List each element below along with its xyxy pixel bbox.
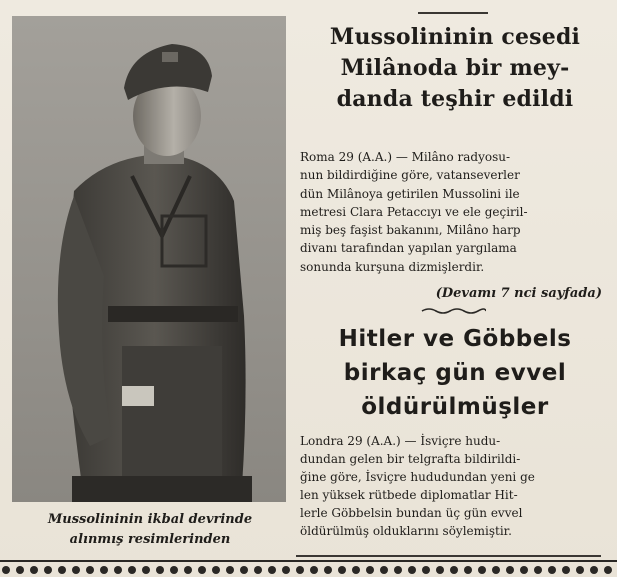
headline-1-line-3: danda teşhir edildi xyxy=(336,86,574,112)
article-2-headline xyxy=(305,322,605,424)
caption-line-2: alınmış resimlerinden xyxy=(69,532,231,547)
body-line: nun bildirdiğine göre, vatanseverler xyxy=(300,168,520,183)
body-line: dundan gelen bir telgrafta bildirildi- xyxy=(300,452,521,466)
top-rule xyxy=(418,12,488,14)
body-line: Londra 29 (A.A.) — İsviçre hudu- xyxy=(300,434,501,448)
body-line: divanı tarafından yapılan yargılama xyxy=(300,241,517,256)
body-line: metresi Clara Petaccıyı ve ele geçiril- xyxy=(300,204,528,219)
body-line: lerle Göbbelsin bundan üç gün evvel xyxy=(300,506,523,520)
headline-2-line-3: öldürülmüşler xyxy=(361,394,549,420)
body-line: Roma 29 (A.A.) — Milâno radyosu- xyxy=(300,150,511,164)
article-1-body xyxy=(300,148,600,276)
photo-caption xyxy=(10,510,290,550)
headline-1-line-1: Mussolininin cesedi xyxy=(329,24,581,50)
article-2-body xyxy=(300,432,600,540)
continuation-note: (Devamı 7 nci sayfada) xyxy=(435,286,602,301)
article-1-headline xyxy=(305,22,605,115)
body-line: ğine göre, İsviçre hududundan yeni ge xyxy=(300,470,535,484)
body-line: öldürülmüş olduklarını söylemiştir. xyxy=(300,524,512,538)
body-line: miş beş faşist bakanını, Milâno harp xyxy=(300,223,521,238)
portrait-photo xyxy=(12,16,286,502)
headline-2-line-1: Hitler ve Göbbels xyxy=(338,326,572,352)
portrait-illustration xyxy=(12,16,286,502)
body-line: len yüksek rütbede diplomatlar Hit- xyxy=(300,488,518,502)
caption-line-1: Mussolininin ikbal devrinde xyxy=(47,512,253,527)
ornamental-bottom-border xyxy=(0,560,617,577)
wave-divider xyxy=(420,307,486,315)
headline-2-line-2: birkaç gün evvel xyxy=(343,360,567,386)
column-rule xyxy=(296,555,601,557)
body-line: dün Milânoya getirilen Mussolini ile xyxy=(300,186,520,201)
headline-1-line-2: Milânoda bir mey- xyxy=(340,55,570,81)
body-line: sonunda kurşuna dizmişlerdir. xyxy=(300,259,485,274)
